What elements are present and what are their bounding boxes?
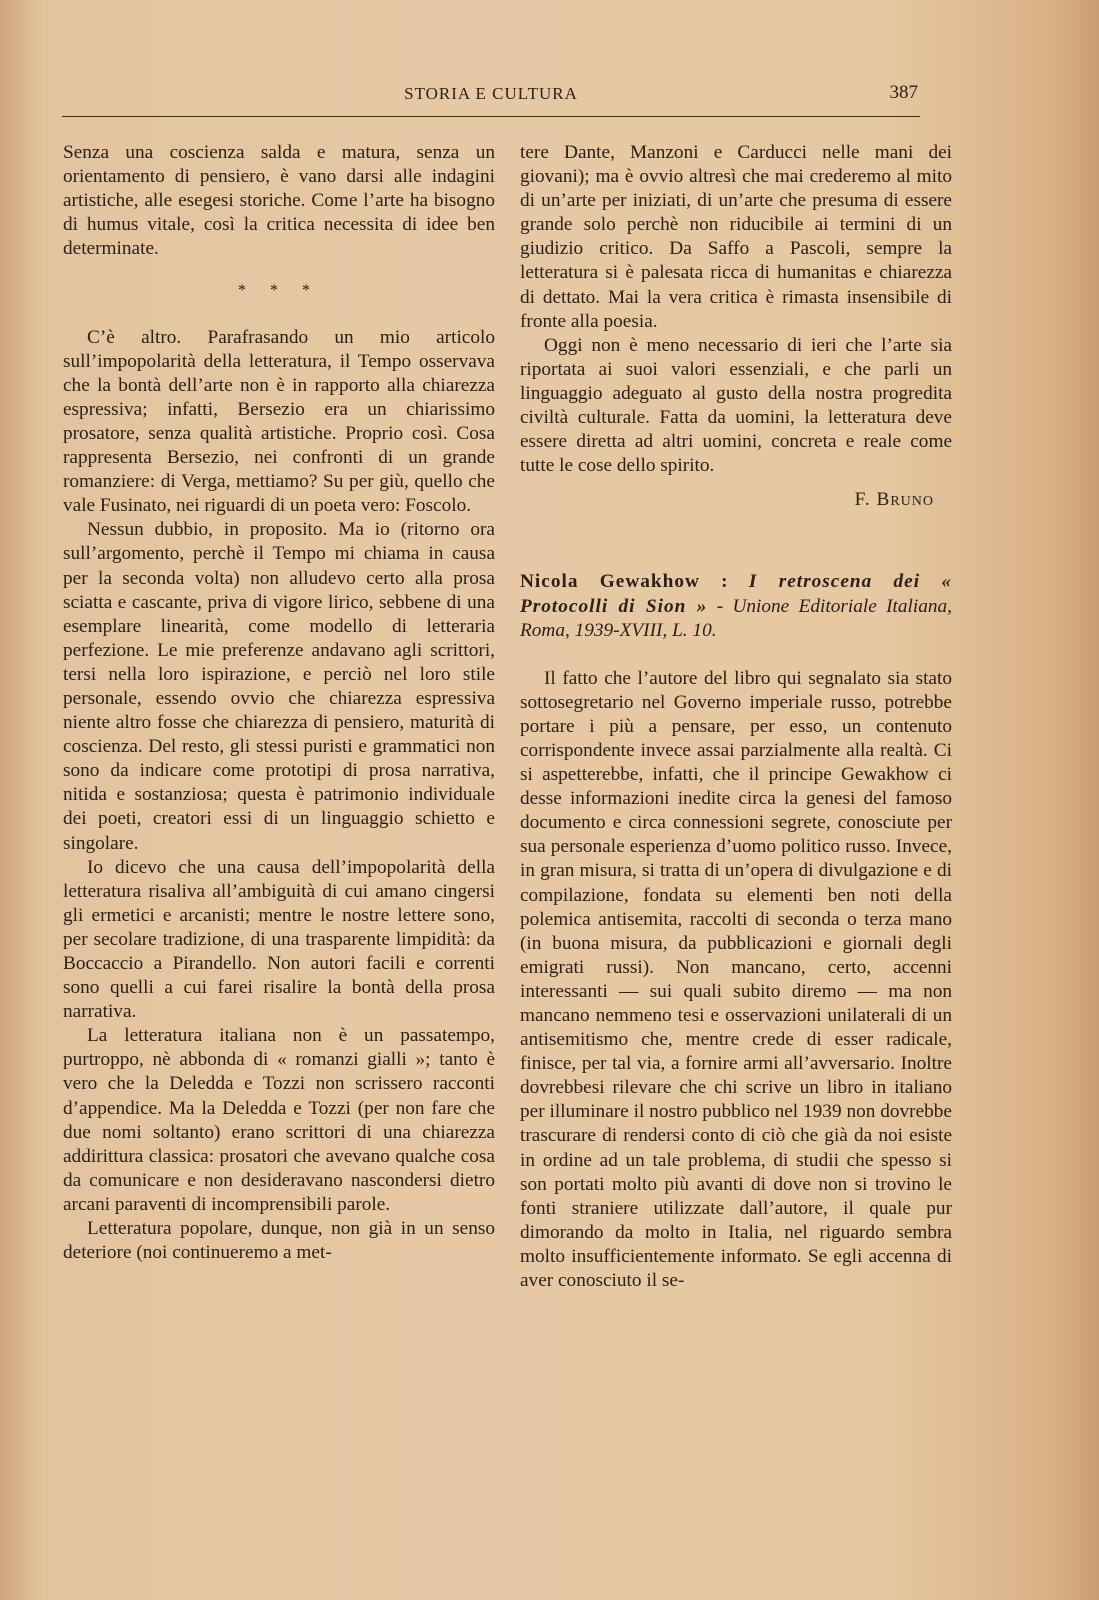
header-rule-right — [314, 116, 920, 117]
paragraph: Letteratura popolare, dunque, non già in un senso deteriore (noi continueremo a met- — [63, 1218, 495, 1264]
running-head: STORIA E CULTURA — [404, 84, 578, 103]
review-heading — [520, 570, 952, 642]
paragraph: tere Dante, Manzoni e Carducci nelle mani dei giovani); ma è ovvio altresì che mai crederemo al mito di un’arte per iniziati, di un’arte che presuma di essere grande solo perchè non riducibile ai termini di un giudizio critico. Da Saffo a Pascoli, sempre la letteratura si è palesata ricca di humanitas e chiarezza di dettato. Mai la vera critica è rimasta insensibile di fronte alla poesia. — [520, 142, 952, 332]
paragraph: C’è altro. Parafrasando un mio articolo sull’impopolarità della letteratura, il Tempo osservava che la bontà dell’arte non è in rapporto alla chiarezza espressiva; infatti, Bersezio era un chiarissimo prosatore, senza qualità artistiche. Proprio così. Cosa rappresenta Bersezio, nei confronti di un grande romanziere: di Verga, mettiamo? Su per giù, quello che vale Fusinato, nei riguardi di un poeta vero: Foscolo. — [63, 326, 495, 517]
left-column — [63, 141, 495, 1265]
paragraph: Senza una coscienza salda e matura, senza un orientamento di pensiero, è vano darsi alle indagini artistiche, alle esegesi storiche. Come l’arte ha bisogno di humus vitale, così la critica necessita di idee ben determinate. — [63, 142, 495, 260]
review-author: Nicola Gewakhow : — [520, 571, 729, 593]
paragraph: La letteratura italiana non è un passatempo, purtroppo, nè abbonda di « romanzi gialli »; tanto è vero che la Deledda e Tozzi non scrissero racconti d’appendice. Ma la Deledda e Tozzi (per non fare che due nomi soltanto) erano scrittori di una chiarezza addirittura classica: prosatori che avevano qualche cosa da comunicare e non desideravano nascondersi dietro arcani paraventi di incomprensibili parole. — [63, 1025, 495, 1215]
signature: F. Bruno — [854, 489, 934, 511]
review-title: I retroscena dei « Protocolli di Sion » — [520, 571, 953, 617]
paragraph: Il fatto che l’autore del libro qui segnalato sia stato sottosegretario nel Governo imperiale russo, potrebbe portare i più a pensare, per esso, un contenuto corrispondente invece assai parzialmente alla realtà. Ci si aspetterebbe, infatti, che il principe Gewakhow ci desse informazioni inedite circa la genesi del famoso documento e circa connessioni segrete, conosciute per sua personale esperienza d’uomo politico russo. Invece, in gran misura, si tratta di un’opera di divulgazione e di compilazione, fondata su elementi ben noti della polemica antisemita, raccolti di seconda o terza mano (in buona misura, da pubblicazioni e giornali degli emigrati russi). Non mancano, certo, accenni interessanti — sui quali subito diremo — ma non mancano nemmeno tesi e osservazioni unilaterali di un antisemitismo che, mentre crede di esser radicale, finisce, per tal via, a fornire armi all’avversario. Inoltre dovrebbesi rilevare che chi scrive un libro in italiano per illuminare il nostro pubblico nel 1939 non dovrebbe trascurare di rendersi conto di ciò che già da noi esiste in ordine ad un tale problema, di studii che spesso si son portati molto più avanti di dove non si trovino le fonti straniere utilizzate dall’autore, il quale pur dimorando da molto in Italia, nel riguardo sembra molto insufficientemente informato. Se egli accenna di aver conosciuto il se- — [520, 667, 952, 1292]
page-number: 387 — [889, 82, 918, 103]
paragraph: Oggi non è meno necessario di ieri che l’arte sia riportata ai suoi valori essenziali, e che parli un linguaggio adeguato al gusto della nostra progredita civiltà culturale. Fatta da uomini, la letteratura deve essere diretta ad altri uomini, concreta e reale come tutte le cose dello spirito. — [520, 334, 952, 477]
review-publication: - Unione Editoriale Italiana, Roma, 1939-XVIII, L. 10. — [520, 595, 952, 641]
paragraph: Nessun dubbio, in proposito. Ma io (ritorno ora sull’argomento, perchè il Tempo mi chiama in causa per la seconda volta) non alludevo certo alla prosa sciatta e cascante, priva di vigore lirico, sebbene di una esemplare linearità, come modello di letteraria perfezione. Le mie preferenze andavano agli scrittori, tersi nella loro ispirazione, e perciò nel loro stile personale, essendo ovvio che chiarezza espressiva niente altro fosse che chiarezza di pensiero, maturità di coscienza. Del resto, gli stessi puristi e grammatici non sono da indicare come prototipi di prosa narrativa, nitida e sostanziosa; questa è patrimonio individuale dei poeti, creatori essi di un linguaggio schietto e singolare. — [63, 519, 495, 854]
right-column — [520, 141, 952, 1293]
review-body — [520, 667, 952, 1293]
paragraph: Io dicevo che una causa dell’impopolarità della letteratura risaliva all’ambiguità di cui amano cingersi gli ermetici e arcanisti; mentre le nostre lettere sono, per secolare tradizione, di una trasparente limpidità: da Boccaccio a Pirandello. Non autori facili e correnti sono quelli a cui farei risalire la bontà della prosa narrativa. — [63, 856, 495, 1023]
page-header — [62, 82, 920, 122]
header-rule-left — [62, 116, 314, 117]
section-separator: * * * — [238, 282, 320, 300]
